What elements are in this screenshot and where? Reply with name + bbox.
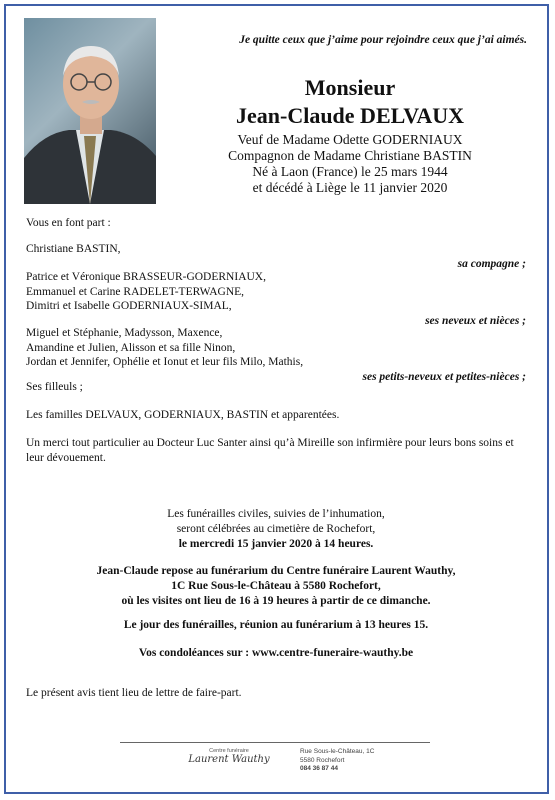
- portrait-photo: [24, 18, 156, 204]
- family-member: Patrice et Véronique BRASSEUR-GODERNIAUX,: [26, 271, 266, 283]
- funeral-line: Les funérailles civiles, suivies de l’inhumation,: [167, 508, 385, 520]
- address-line: Rue Sous-le-Château, 1C: [300, 748, 375, 755]
- detail-line: Veuf de Madame Odette GODERNIAUX: [237, 132, 463, 147]
- deceased-title: Monsieur: [304, 75, 396, 100]
- families-text: Les familles DELVAUX, GODERNIAUX, BASTIN et apparentées.: [26, 409, 340, 421]
- phone-number: 084 36 87 44: [300, 765, 338, 772]
- rest-line: où les visites ont lieu de 16 à 19 heures à partir de ce dimanche.: [121, 595, 431, 607]
- family-role: ses neveux et nièces ;: [425, 314, 526, 327]
- condolences-text: Vos condoléances sur : www.centre-funeraire-wauthy.be: [138, 647, 414, 659]
- funeral-info: [26, 507, 526, 552]
- family-group: [26, 326, 526, 384]
- family-member: Amandine et Julien, Alisson et sa fille Ninon,: [26, 341, 236, 354]
- logo-caption: Centre funéraire: [209, 748, 249, 754]
- funeral-home-info: [26, 564, 526, 609]
- meeting-text: Le jour des funérailles, réunion au funérarium à 13 heures 15.: [123, 619, 429, 631]
- family-role: sa compagne ;: [457, 257, 526, 270]
- deceased-details: [175, 132, 525, 196]
- family-member: Emmanuel et Carine RADELET-TERWAGNE,: [26, 285, 245, 298]
- family-group: [26, 242, 526, 271]
- godchildren-text: Ses filleuls ;: [26, 381, 83, 393]
- family-member: Christiane BASTIN,: [26, 243, 121, 255]
- logo-wordmark: Laurent Wauthy: [188, 754, 270, 765]
- epigraph-quote: Je quitte ceux que j’aime pour rejoindre ceux que j’ai aimés.: [239, 34, 527, 46]
- deceased-name: Jean-Claude DELVAUX: [236, 103, 464, 128]
- family-member: Miguel et Stéphanie, Madysson, Maxence,: [26, 327, 223, 339]
- intro-text: Vous en font part :: [26, 217, 111, 229]
- address-line: 5580 Rochefort: [300, 756, 345, 764]
- family-group: [26, 270, 526, 328]
- rest-line: 1C Rue Sous-le-Château à 5580 Rochefort,: [171, 580, 381, 592]
- family-role: ses petits-neveux et petites-nièces ;: [362, 370, 526, 383]
- notice-text: Le présent avis tient lieu de lettre de faire-part.: [26, 687, 242, 699]
- footer-divider: [120, 742, 430, 743]
- rest-line: Jean-Claude repose au funérarium du Centre funéraire Laurent Wauthy,: [96, 565, 456, 577]
- thanks-text: Un merci tout particulier au Docteur Luc Santer ainsi qu’à Mireille son infirmière pour leurs bons soins et leur dévouement.: [26, 437, 514, 464]
- detail-line: Né à Laon (France) le 25 mars 1944: [252, 164, 448, 179]
- funeral-date: le mercredi 15 janvier 2020 à 14 heures.: [178, 538, 374, 550]
- detail-line: et décédé à Liège le 11 janvier 2020: [252, 180, 448, 195]
- detail-line: Compagnon de Madame Christiane BASTIN: [228, 148, 472, 163]
- funeral-line: seront célébrées au cimetière de Rochefort,: [176, 523, 376, 535]
- family-member: Dimitri et Isabelle GODERNIAUX-SIMAL,: [26, 300, 232, 312]
- funeral-home-logo: [188, 748, 270, 765]
- funeral-home-address: [300, 748, 374, 774]
- family-member: Jordan et Jennifer, Ophélie et Ionut et leur fils Milo, Mathis,: [26, 356, 304, 368]
